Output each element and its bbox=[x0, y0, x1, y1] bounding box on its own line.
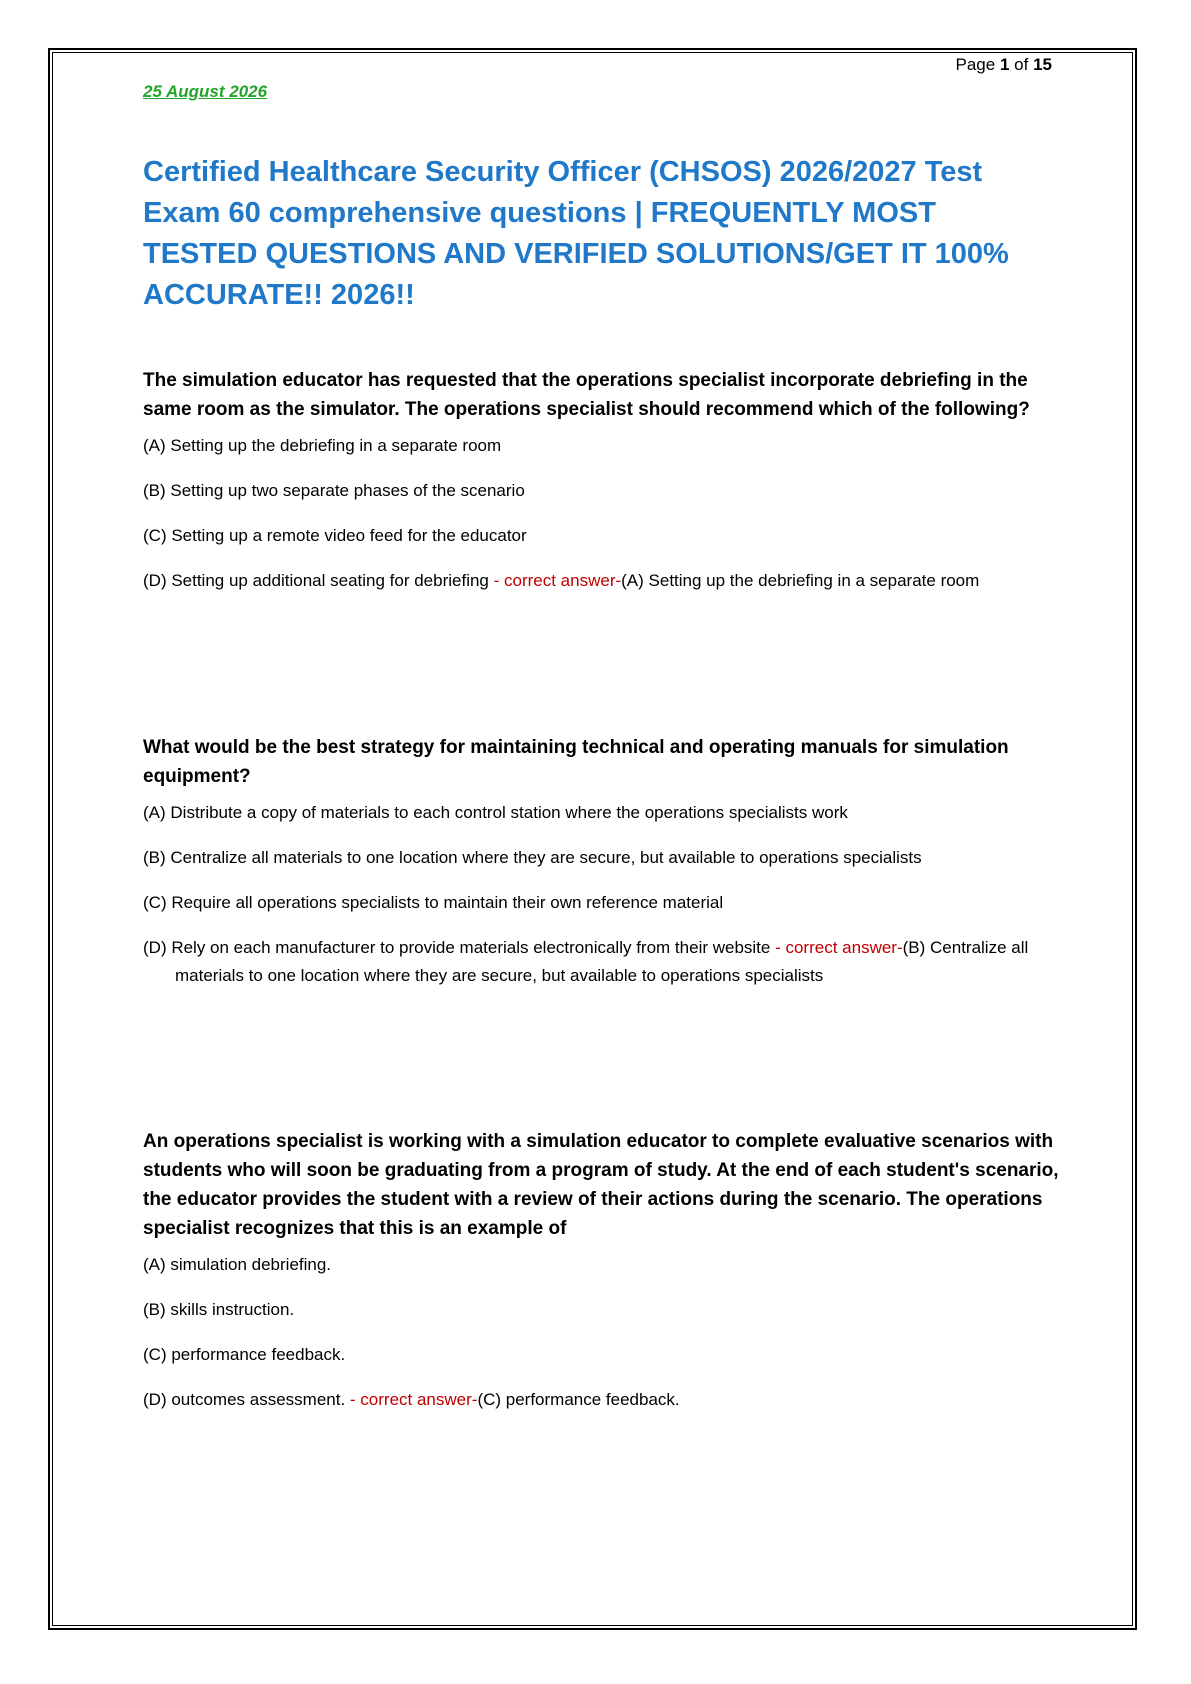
question-text: The simulation educator has requested that the operations specialist incorporate debriefing in the same room as the simulator. The operations specialist should recommend which of the following? bbox=[143, 370, 1030, 420]
option-a: (A) Setting up the debriefing in a separate room bbox=[143, 436, 502, 455]
question-1 bbox=[143, 366, 1063, 612]
option-d-with-answer bbox=[143, 567, 1063, 595]
option-d: (D) Rely on each manufacturer to provide materials electronically from their website bbox=[143, 938, 771, 957]
document-title: Certified Healthcare Security Officer (CHSOS) 2026/2027 Test Exam 60 comprehensive questions | FREQUENTLY MOST TESTED QUESTIONS AND VERIFIED SOLUTIONS/GET IT 100% ACCURATE!! 2026!! bbox=[143, 156, 1009, 311]
question-text: An operations specialist is working with a simulation educator to complete evaluative scenarios with students who will soon be graduating from a program of study. At the end of each student's scenario, the educator provides the student with a review of their actions during the scenario. The operations specialist recognizes that this is an example of bbox=[143, 1131, 1059, 1239]
option-c: (C) Setting up a remote video feed for the educator bbox=[143, 526, 527, 545]
page-prefix: Page bbox=[955, 55, 996, 74]
option-b: (B) Setting up two separate phases of the scenario bbox=[143, 481, 525, 500]
correct-answer: (A) Setting up the debriefing in a separate room bbox=[621, 571, 980, 590]
page-of: of bbox=[1014, 55, 1029, 74]
option-d-with-answer bbox=[143, 1386, 1063, 1414]
option-b: (B) skills instruction. bbox=[143, 1300, 295, 1319]
document-date: 25 August 2026 bbox=[143, 82, 268, 101]
question-text: What would be the best strategy for maintaining technical and operating manuals for simulation equipment? bbox=[143, 737, 1009, 787]
page-number bbox=[956, 55, 1052, 75]
option-a: (A) Distribute a copy of materials to each control station where the operations specialists work bbox=[143, 803, 848, 822]
option-c: (C) Require all operations specialists to maintain their own reference material bbox=[143, 893, 724, 912]
option-b: (B) Centralize all materials to one location where they are secure, but available to operations specialists bbox=[143, 848, 922, 867]
question-2 bbox=[143, 733, 1063, 1007]
question-3 bbox=[143, 1127, 1063, 1431]
correct-answer: (B) Centralize all materials to one location where they are secure, but available to operations specialists bbox=[175, 938, 1029, 985]
correct-answer-marker: - correct answer- bbox=[770, 938, 903, 957]
correct-answer-marker: - correct answer- bbox=[345, 1390, 478, 1409]
correct-answer: (C) performance feedback. bbox=[477, 1390, 680, 1409]
option-c: (C) performance feedback. bbox=[143, 1345, 346, 1364]
option-d: (D) Setting up additional seating for debriefing bbox=[143, 571, 489, 590]
option-d: (D) outcomes assessment. bbox=[143, 1390, 346, 1409]
page-total: 15 bbox=[1033, 55, 1052, 74]
correct-answer-marker: - correct answer- bbox=[488, 571, 622, 590]
option-a: (A) simulation debriefing. bbox=[143, 1255, 332, 1274]
option-d-with-answer bbox=[143, 934, 1063, 990]
page-current: 1 bbox=[999, 55, 1010, 74]
